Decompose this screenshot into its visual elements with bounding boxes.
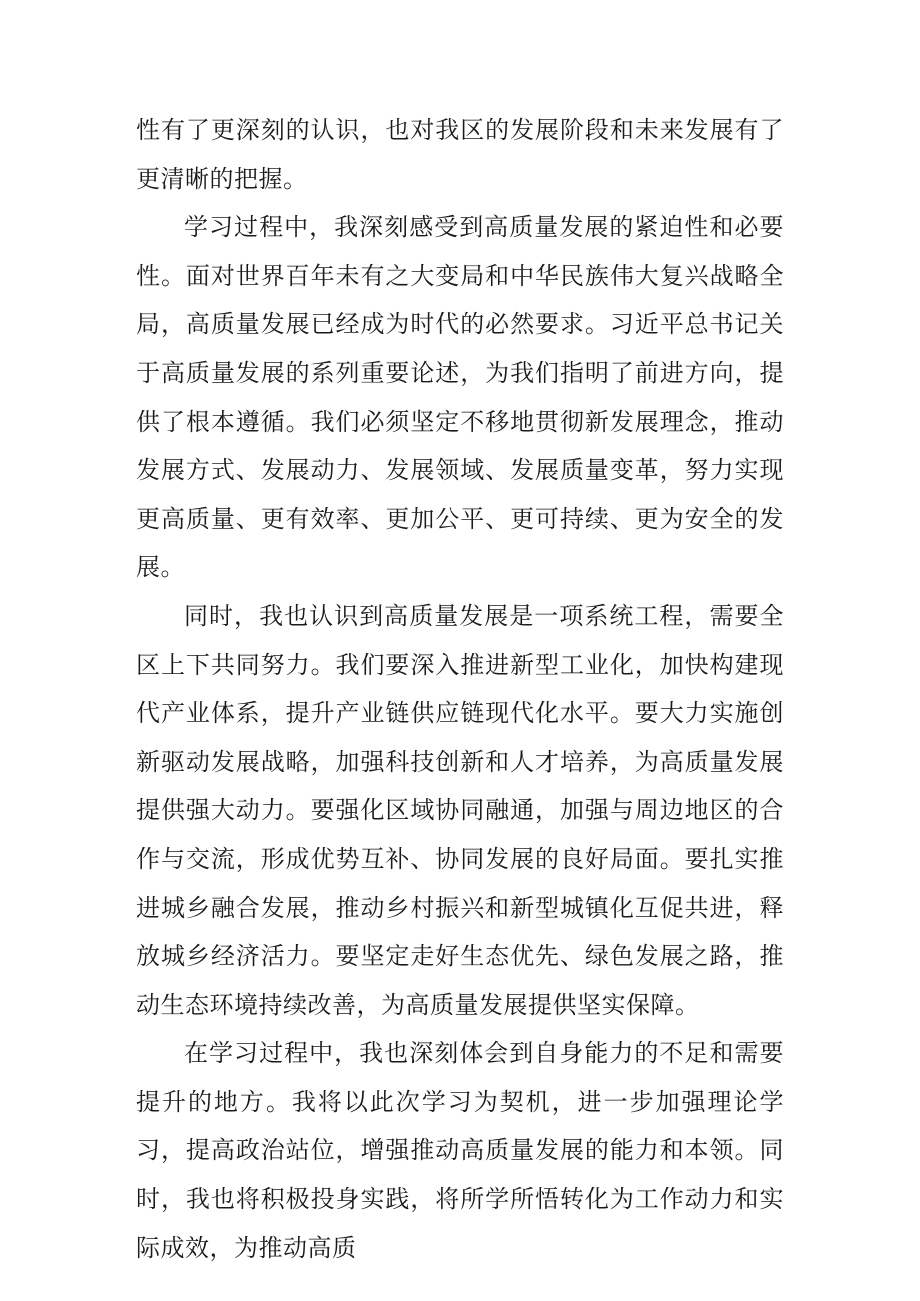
document-body	[136, 106, 784, 1272]
paragraph: 同时，我也认识到高质量发展是一项系统工程，需要全区上下共同努力。我们要深入推进新型工业化，加快构建现代产业体系，提升产业链供应链现代化水平。要大力实施创新驱动发展战略，加强科技创新和人才培养，为高质量发展提供强大动力。要强化区域协同融通，加强与周边地区的合作与交流，形成优势互补、协同发展的良好局面。要扎实推进城乡融合发展，推动乡村振兴和新型城镇化互促共进，释放城乡经济活力。要坚定走好生态优先、绿色发展之路，推动生态环境持续改善，为高质量发展提供坚实保障。	[136, 601, 784, 1019]
paragraph: 在学习过程中，我也深刻体会到自身能力的不足和需要提升的地方。我将以此次学习为契机，进一步加强理论学习，提高政治站位，增强推动高质量发展的能力和本领。同时，我也将积极投身实践，将所学所悟转化为工作动力和实际成效，为推动高质	[136, 1039, 784, 1262]
paragraph-continued: 性有了更深刻的认识，也对我区的发展阶段和未来发展有了更清晰的把握。	[136, 116, 784, 193]
paragraph: 学习过程中，我深刻感受到高质量发展的紧迫性和必要性。面对世界百年未有之大变局和中华民族伟大复兴战略全局，高质量发展已经成为时代的必然要求。习近平总书记关于高质量发展的系列重要论述，为我们指明了前进方向，提供了根本遵循。我们必须坚定不移地贯彻新发展理念，推动发展方式、发展动力、发展领域、发展质量变革，努力实现更高质量、更有效率、更加公平、更可持续、更为安全的发展。	[136, 213, 784, 582]
